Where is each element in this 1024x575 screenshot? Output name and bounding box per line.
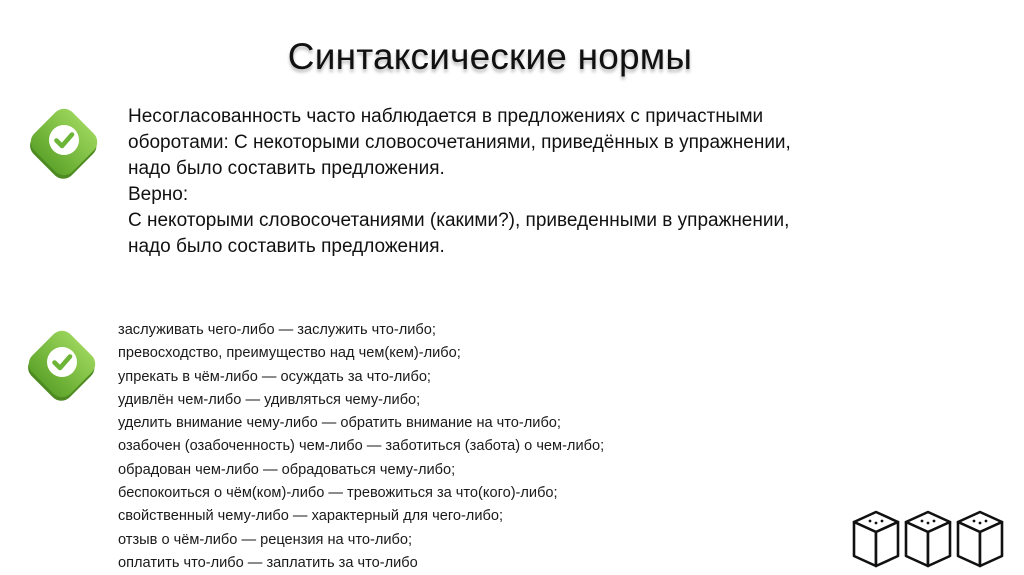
- slide-title: Синтаксические нормы: [287, 36, 693, 77]
- list-item: свойственный чему-либо — характерный для чего-либо;: [118, 508, 503, 525]
- list-item: озабочен (озабоченность) чем-либо — заботиться (забота) о чем-либо;: [118, 438, 605, 455]
- text-block-participial: [128, 104, 948, 260]
- text-line: Несогласованность часто наблюдается в предложениях с причастными: [128, 106, 764, 127]
- list-item: беспокоиться о чём(ком)-либо — тревожиться за что(кого)-либо;: [118, 485, 558, 502]
- text-line: надо было составить предложения.: [128, 236, 445, 257]
- list-item: оплатить что-либо — заплатить за что-либо: [118, 554, 418, 571]
- cubes-logo-icon: [850, 500, 1010, 574]
- list-item: заслуживать чего-либо — заслужить что-либо;: [118, 322, 436, 338]
- list-item: удивлён чем-либо — удивляться чему-либо;: [118, 391, 421, 408]
- text-line: Верно:: [128, 184, 189, 205]
- list-item: упрекать в чём-либо — осуждать за что-либо;: [118, 368, 431, 385]
- text-block-government-list: [118, 319, 818, 575]
- check-badge-icon: [20, 96, 108, 184]
- text-line: С некоторыми словосочетаниями (какими?), приведенными в упражнении,: [128, 210, 790, 231]
- check-badge-icon: [18, 318, 106, 406]
- text-line: оборотами: С некоторыми словосочетаниями, приведённых в упражнении,: [128, 132, 791, 153]
- list-item: обрадован чем-либо — обрадоваться чему-либо;: [118, 461, 456, 478]
- text-line: надо было составить предложения.: [128, 158, 445, 179]
- list-item: уделить внимание чему-либо — обратить внимание на что-либо;: [118, 415, 561, 432]
- list-item: превосходство, преимущество над чем(кем)-либо;: [118, 345, 461, 362]
- list-item: отзыв о чём-либо — рецензия на что-либо;: [118, 531, 413, 548]
